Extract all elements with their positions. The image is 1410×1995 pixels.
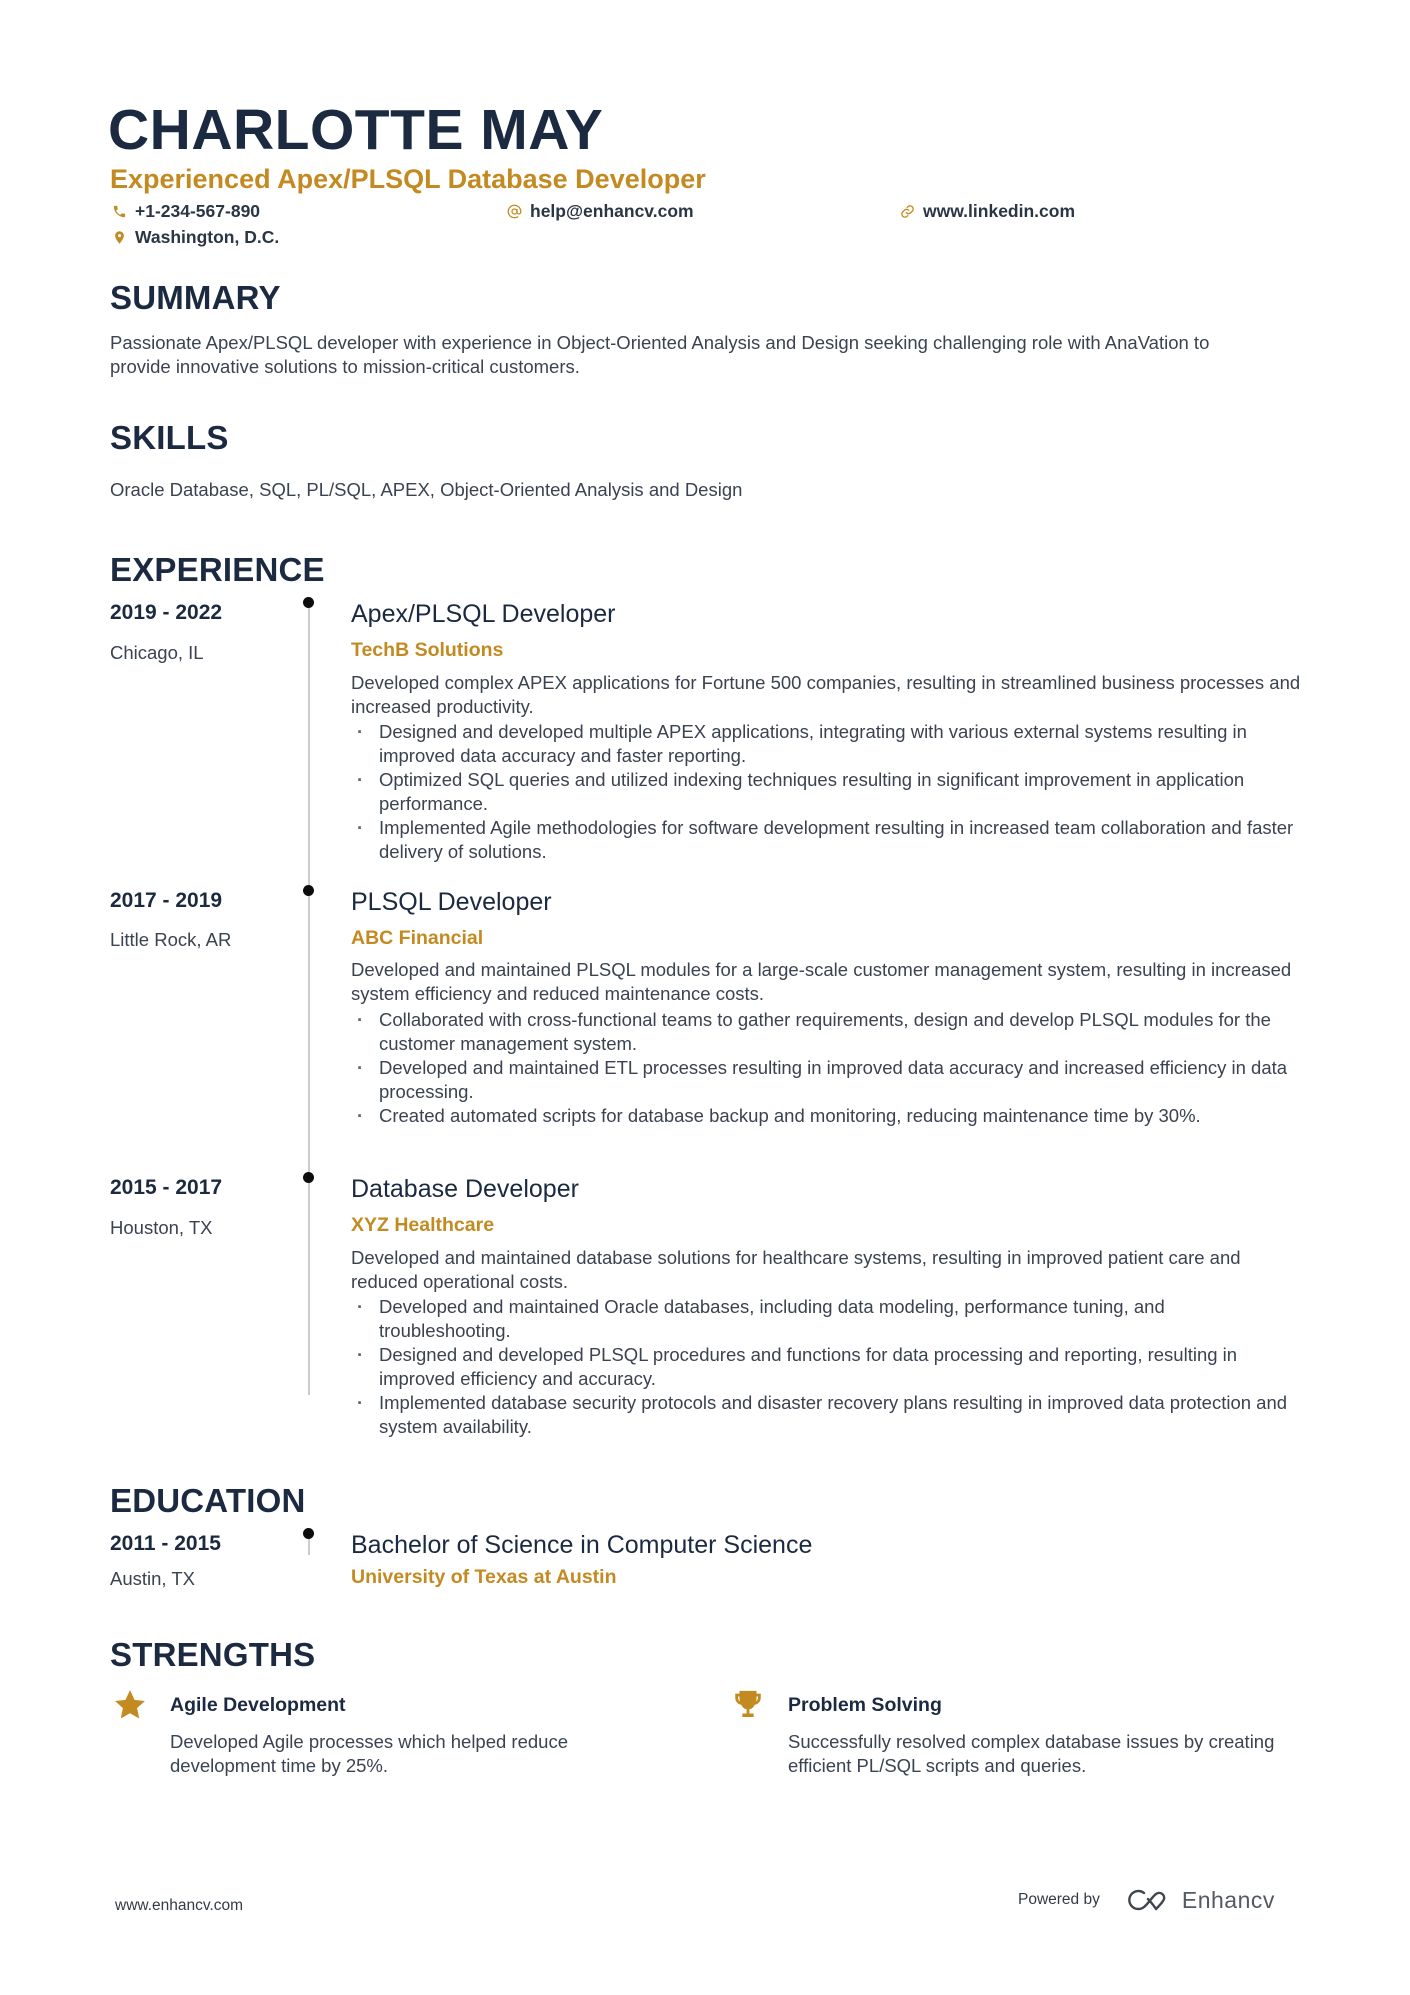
email-text: help@enhancv.com: [530, 201, 694, 221]
enhancv-brand-text: Enhancv: [1181, 1886, 1275, 1913]
experience-bullet: · Developed and maintained ETL processes resulting in improved data accuracy and increased efficiency in data processing.: [351, 1056, 1301, 1104]
experience-description: Developed and maintained database solutions for healthcare systems, resulting in improved patient care and reduced operational costs.: [351, 1247, 1241, 1292]
candidate-title: Experienced Apex/PLSQL Database Developer: [110, 164, 706, 194]
contact-linkedin[interactable]: [898, 200, 1075, 222]
contact-location: [110, 226, 279, 248]
experience-bullet: · Implemented Agile methodologies for software development resulting in increased team collaboration and faster delivery of solutions.: [351, 816, 1301, 864]
strength-title: Agile Development: [170, 1694, 346, 1716]
footer-website[interactable]: www.enhancv.com: [115, 1897, 244, 1914]
education-dates: 2011 - 2015: [110, 1532, 221, 1555]
experience-location: Houston, TX: [110, 1217, 213, 1238]
experience-bullets: [351, 720, 1301, 864]
experience-bullets: [351, 1008, 1301, 1128]
experience-bullet: · Developed and maintained Oracle databases, including data modeling, performance tuning, and troubleshooting.: [351, 1295, 1301, 1343]
strength-description: Developed Agile processes which helped reduce development time by 25%.: [170, 1731, 569, 1776]
experience-company: XYZ Healthcare: [351, 1214, 495, 1236]
link-icon: [898, 202, 916, 220]
strengths-heading: STRENGTHS: [110, 1636, 316, 1673]
linkedin-text: www.linkedin.com: [923, 201, 1076, 221]
experience-location: Little Rock, AR: [110, 929, 232, 950]
summary-heading: SUMMARY: [110, 279, 281, 316]
enhancv-logo-icon: [1126, 1886, 1172, 1914]
timeline-dot: [303, 1528, 314, 1539]
experience-role: Apex/PLSQL Developer: [351, 600, 616, 628]
experience-bullets: [351, 1295, 1301, 1439]
experience-dates: 2017 - 2019: [110, 889, 223, 912]
skills-text: Oracle Database, SQL, PL/SQL, APEX, Object-Oriented Analysis and Design: [110, 479, 743, 500]
experience-company: ABC Financial: [351, 927, 484, 949]
experience-bullet: · Designed and developed multiple APEX applications, integrating with various external systems resulting in improved data accuracy and faster reporting.: [351, 720, 1301, 768]
timeline-dot: [303, 597, 314, 608]
experience-description: Developed complex APEX applications for Fortune 500 companies, resulting in streamlined business processes and increased productivity.: [351, 672, 1301, 717]
experience-dates: 2019 - 2022: [110, 601, 223, 624]
skills-heading: SKILLS: [110, 419, 229, 456]
location-text: Washington, D.C.: [135, 227, 280, 247]
experience-bullet: · Designed and developed PLSQL procedures and functions for data processing and reporting, resulting in improved efficiency and accuracy.: [351, 1343, 1301, 1391]
timeline-dot: [303, 885, 314, 896]
experience-role: Database Developer: [351, 1175, 579, 1203]
experience-description: Developed and maintained PLSQL modules for a large-scale customer management system, resulting in increased system efficiency and reduced maintenance costs.: [351, 959, 1292, 1004]
experience-company: TechB Solutions: [351, 639, 504, 661]
experience-bullet: · Implemented database security protocols and disaster recovery plans resulting in improved data protection and system availability.: [351, 1391, 1301, 1439]
timeline-dot: [303, 1172, 314, 1183]
summary-text: Passionate Apex/PLSQL developer with experience in Object-Oriented Analysis and Design seeking challenging role with AnaVation to provide innovative solutions to mission-critical customers.: [110, 332, 1210, 377]
footer-branding: [1018, 1886, 1275, 1914]
strength-title: Problem Solving: [788, 1694, 942, 1716]
experience-bullet: · Created automated scripts for database backup and monitoring, reducing maintenance time by 30%.: [351, 1104, 1301, 1128]
strength-description: Successfully resolved complex database issues by creating efficient PL/SQL scripts and queries.: [788, 1731, 1275, 1776]
candidate-name: CHARLOTTE MAY: [108, 98, 604, 162]
experience-location: Chicago, IL: [110, 642, 204, 663]
education-degree: Bachelor of Science in Computer Science: [351, 1531, 813, 1559]
phone-icon: [110, 202, 128, 220]
education-location: Austin, TX: [110, 1568, 196, 1589]
experience-timeline-line: [308, 602, 310, 1395]
education-school: University of Texas at Austin: [351, 1566, 617, 1588]
contact-phone: [110, 200, 260, 222]
location-pin-icon: [110, 228, 128, 246]
education-heading: EDUCATION: [110, 1482, 306, 1519]
experience-heading: EXPERIENCE: [110, 551, 325, 588]
contact-email[interactable]: [505, 200, 694, 222]
phone-text: +1-234-567-890: [135, 201, 261, 221]
experience-bullet: · Collaborated with cross-functional teams to gather requirements, design and develop PLSQL modules for the customer management system.: [351, 1008, 1301, 1056]
experience-role: PLSQL Developer: [351, 888, 552, 916]
experience-dates: 2015 - 2017: [110, 1176, 223, 1199]
at-icon: [505, 202, 523, 220]
trophy-icon: [731, 1688, 765, 1722]
star-icon: [113, 1688, 147, 1722]
experience-bullet: · Optimized SQL queries and utilized indexing techniques resulting in significant improvement in application performance.: [351, 768, 1301, 816]
powered-by-label: Powered by: [1018, 1891, 1100, 1908]
